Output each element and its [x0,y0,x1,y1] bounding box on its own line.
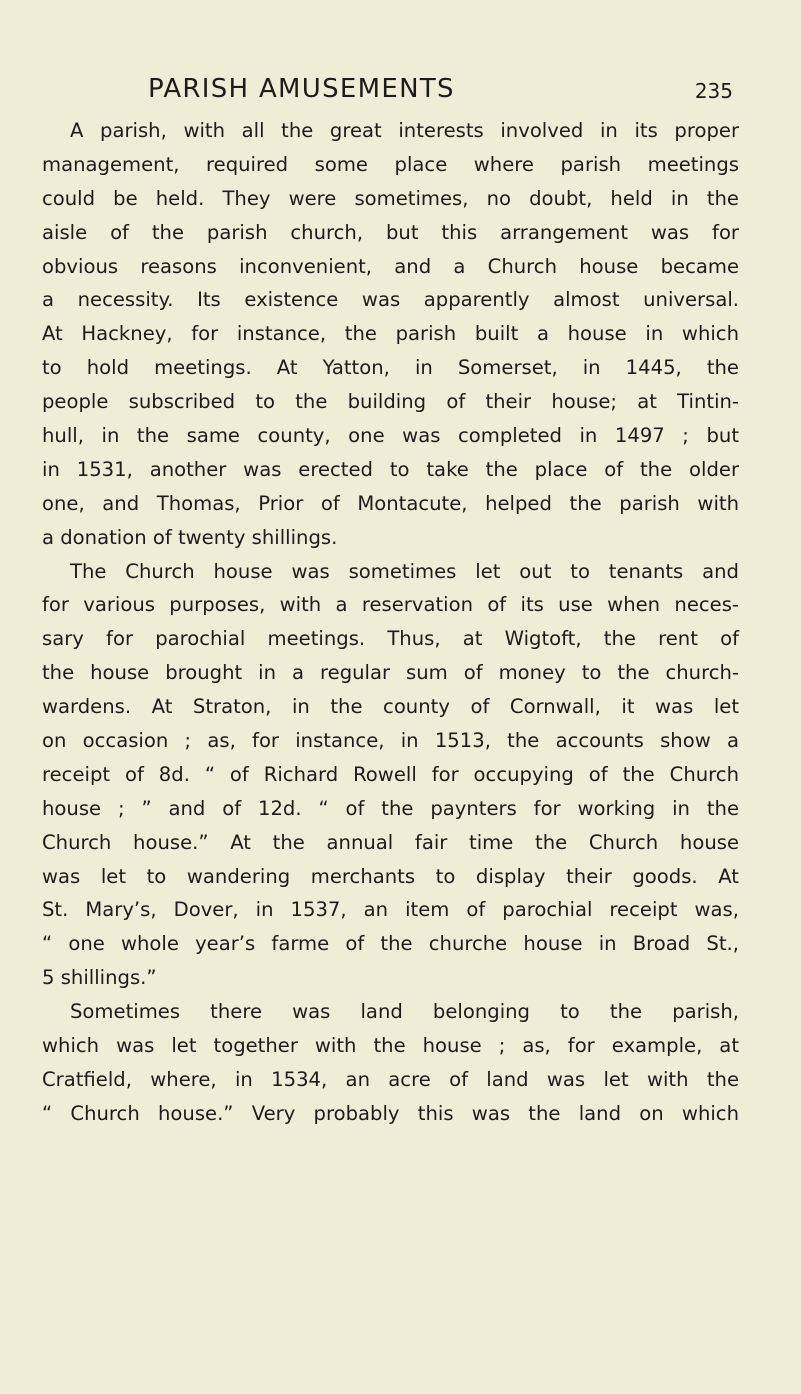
text-line: hull, in the same county, one was completed in 1497 ; but [42,424,739,448]
text-line: 5 shillings.” [42,966,157,990]
page-number: 235 [694,79,733,103]
running-head [148,72,733,108]
running-title: PARISH AMUSEMENTS [148,74,455,104]
text-line: A parish, with all the great interests involved in its proper [70,119,739,142]
text-line: At Hackney, for instance, the parish built a house in which [42,322,739,346]
text-line: obvious reasons inconvenient, and a Church house became [42,254,739,278]
text-line: aisle of the parish church, but this arrangement was for [42,220,739,244]
text-line: receipt of 8d. “ of Richard Rowell for occupying of the Church [42,762,739,786]
text-line: people subscribed to the building of their house; at Tintin- [42,390,739,414]
text-line: the house brought in a regular sum of money to the church- [42,661,739,685]
text-line: Church house.” At the annual fair time the Church house [42,830,739,854]
text-line: in 1531, another was erected to take the place of the older [42,457,739,481]
text-line: a donation of twenty shillings. [42,525,338,549]
text-line: for various purposes, with a reservation of its use when neces- [42,593,739,617]
text-line: to hold meetings. At Yatton, in Somerset, in 1445, the [42,356,739,380]
text-line: was let to wandering merchants to display their goods. At [42,864,739,888]
text-line: on occasion ; as, for instance, in 1513, the accounts show a [42,729,739,753]
text-line: house ; ” and of 12d. “ of the paynters for working in the [42,796,739,820]
body-text [42,114,739,1131]
text-line: Sometimes there was land belonging to the parish, [70,1000,739,1024]
text-line: could be held. They were sometimes, no doubt, held in the [42,186,739,210]
text-line: “ Church house.” Very probably this was the land on which [42,1101,739,1125]
text-line: “ one whole year’s farme of the churche house in Broad St., [42,932,739,956]
text-line: management, required some place where parish meetings [42,152,739,176]
text-line: sary for parochial meetings. Thus, at Wigtoft, the rent of [42,627,739,651]
text-line: which was let together with the house ; as, for example, at [42,1034,739,1058]
text-line: Cratfield, where, in 1534, an acre of land was let with the [42,1067,739,1091]
text-line: The Church house was sometimes let out to tenants and [70,559,739,583]
text-line: a necessity. Its existence was apparently almost universal. [42,288,739,312]
text-line: one, and Thomas, Prior of Montacute, helped the parish with [42,491,739,515]
text-line: St. Mary’s, Dover, in 1537, an item of parochial receipt was, [42,898,739,922]
text-line: wardens. At Straton, in the county of Cornwall, it was let [42,695,739,719]
